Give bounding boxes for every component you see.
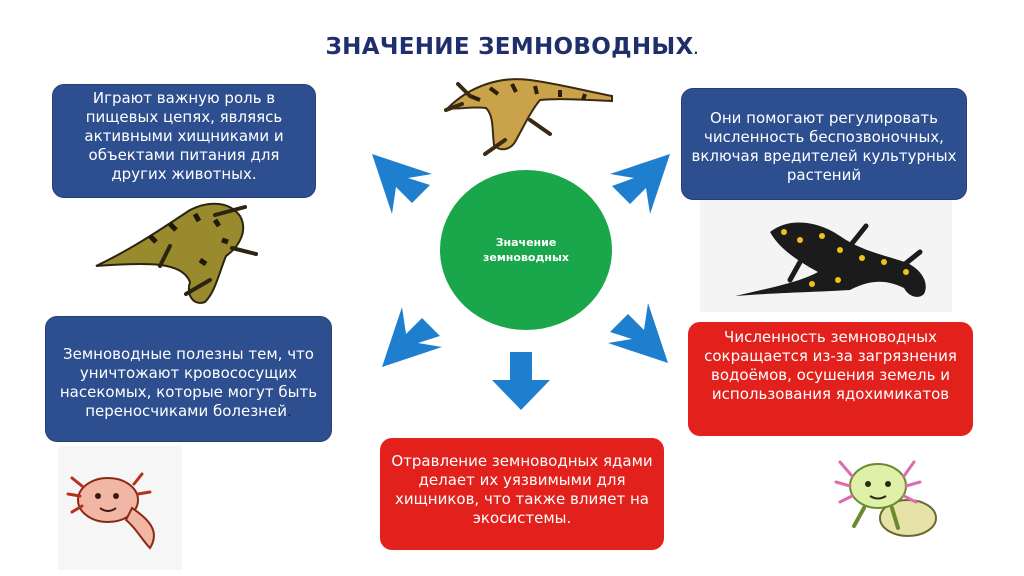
box-regulate xyxy=(681,88,967,200)
center-circle: Значение земноводных xyxy=(440,170,612,330)
box-decline xyxy=(688,322,973,436)
box-useful: Земноводные полезны тем, что уничтожают кровососущих насекомых, которые могут быть переносчиками болезней. xyxy=(45,316,332,442)
box-poison xyxy=(380,438,664,550)
box-poison-text: Отравление земноводных ядами делает их уязвимыми для хищников, что также влияет на экосистемы. xyxy=(391,452,653,527)
box-regulate-text: Они помогают регулировать численность беспозвоночных, включая вредителей культурных растений xyxy=(691,109,957,184)
arrow-down-icon xyxy=(492,352,550,410)
arrow-down-left-icon xyxy=(382,307,442,367)
arrow-down-right-icon xyxy=(608,303,668,363)
page-title: ЗНАЧЕНИЕ ЗЕМНОВОДНЫХ. xyxy=(325,34,699,60)
box-useful-text: Земноводные полезны тем, что уничтожают кровососущих насекомых, которые могут быть переносчиками болезней xyxy=(59,345,318,420)
arrow-up-right-icon xyxy=(610,154,670,214)
box-decline-text: Численность земноводных сокращается из-за загрязнения водоёмов, осушения земель и использования ядохимикатов xyxy=(704,328,957,403)
arrow-up-left-icon xyxy=(372,154,432,214)
box-food-chain xyxy=(52,84,316,198)
box-food-chain-text: Играют важную роль в пищевых цепях, являясь активными хищниками и объектами питания для других животных. xyxy=(84,89,284,183)
